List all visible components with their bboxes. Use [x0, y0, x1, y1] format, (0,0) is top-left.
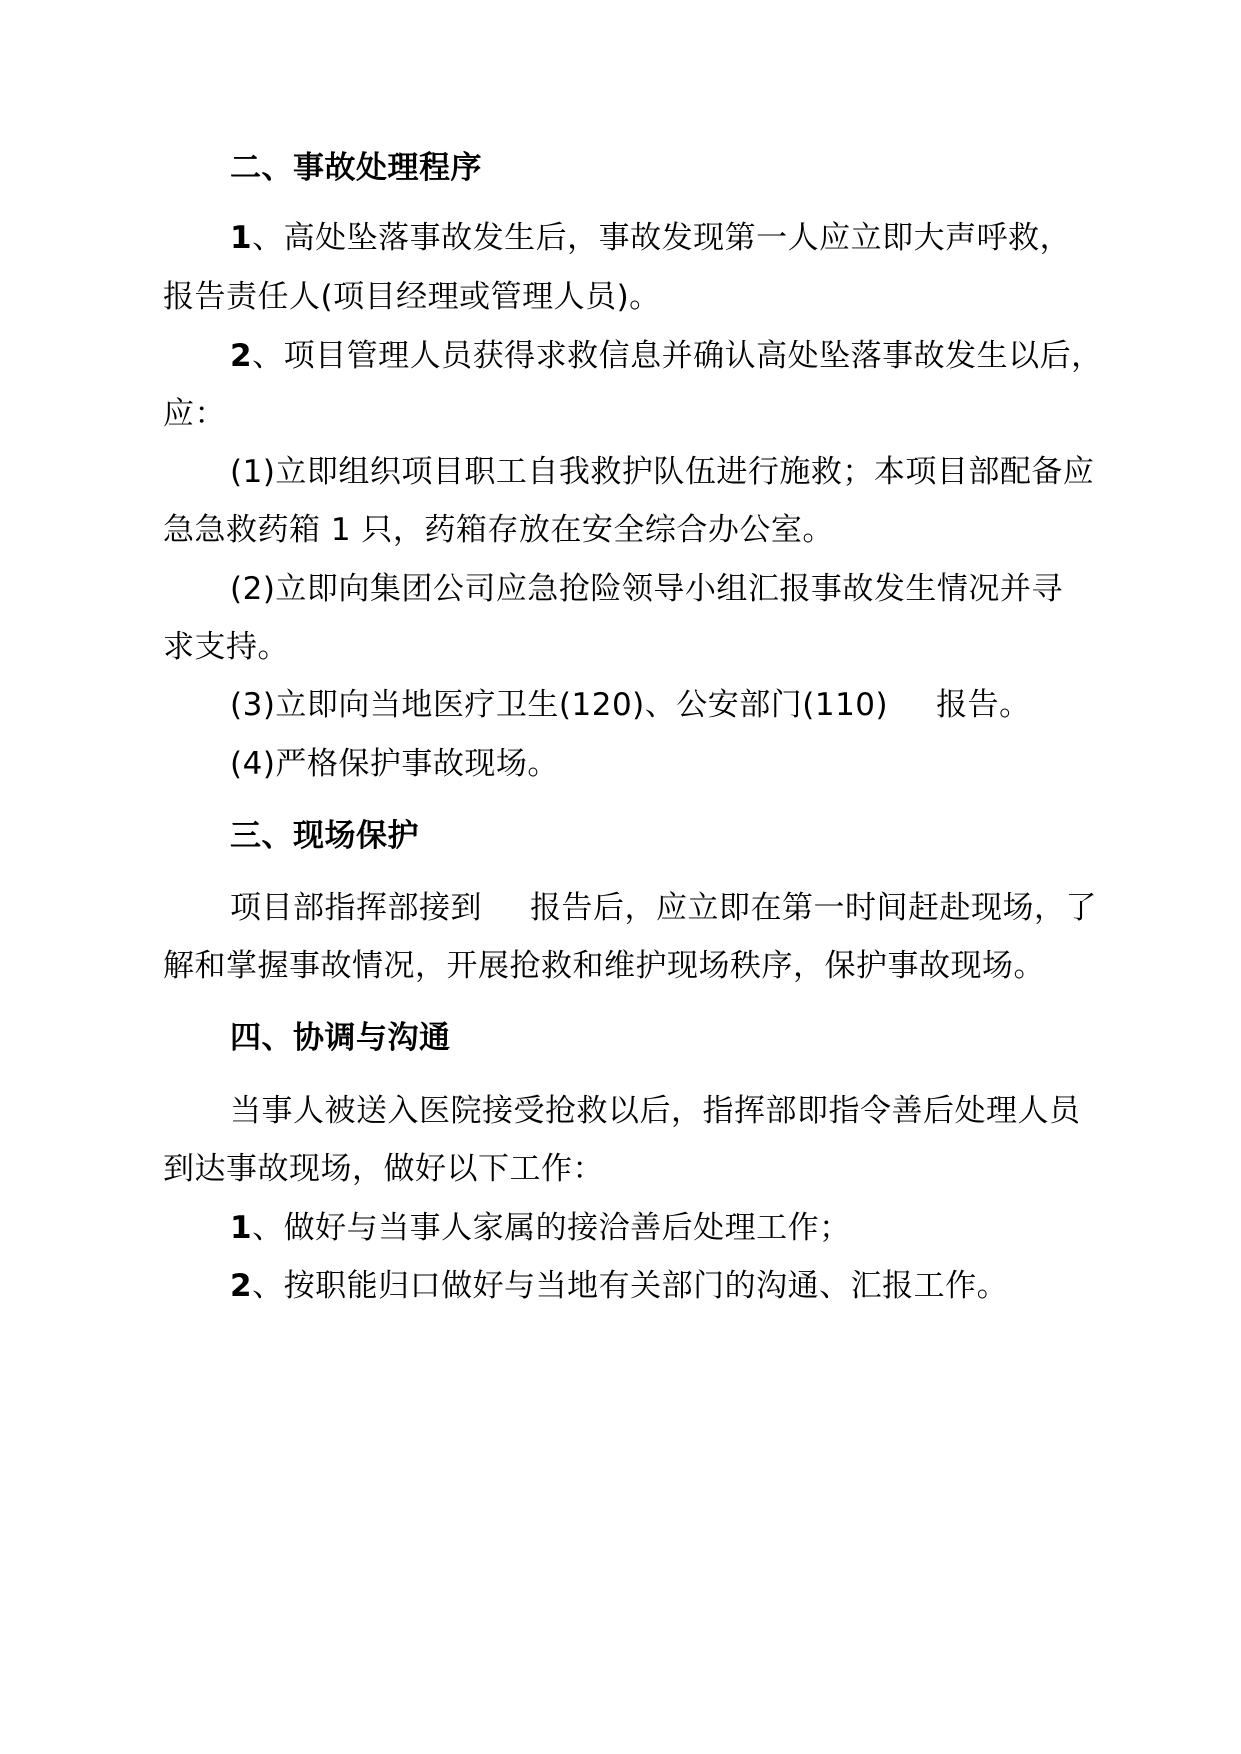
item-3-text-b: 报告。 [936, 687, 1031, 723]
item-2-line-2: 求支持。 [163, 629, 289, 665]
item-text: 、按职能归口做好与当地有关部门的沟通、汇报工作。 [252, 1268, 1009, 1304]
item-3 [230, 685, 1031, 725]
paragraph-1-line-1 [230, 218, 1071, 258]
paragraph-2-line-1 [230, 336, 1103, 376]
item-3-text-a: (3)立即向当地医疗卫生(120)、公安部门(110) [230, 687, 889, 723]
coordination-line-1: 当事人被送入医院接受抢救以后，指挥部即指令善后处理人员 [230, 1093, 1081, 1129]
paragraph-text: 、高处坠落事故发生后，事故发现第一人应立即大声呼救， [252, 220, 1072, 256]
paragraph-2-line-2: 应： [163, 396, 226, 432]
paragraph-number: 1 [230, 220, 253, 256]
coordination-item-2 [230, 1266, 1008, 1306]
item-1-line-1: (1)立即组织项目职工自我救护队伍进行施救；本项目部配备应 [230, 454, 1095, 490]
item-2-line-1: (2)立即向集团公司应急抢险领导小组汇报事故发生情况并寻 [230, 571, 1063, 607]
paragraph-number: 2 [230, 338, 253, 374]
paragraph-text: 、项目管理人员获得求救信息并确认高处坠落事故发生以后， [252, 338, 1103, 374]
section-heading-accident-procedure: 二、事故处理程序 [230, 150, 482, 186]
site-protection-text-b: 报告后，应立即在第一时间赶赴现场，了 [530, 890, 1097, 926]
item-1-line-2: 急急救药箱 1 只，药箱存放在安全综合办公室。 [163, 512, 834, 548]
coordination-line-2: 到达事故现场，做好以下工作： [163, 1151, 604, 1187]
site-protection-line-1 [230, 888, 1097, 928]
item-number: 2 [230, 1268, 253, 1304]
site-protection-text-a: 项目部指挥部接到 [230, 890, 482, 926]
coordination-item-1 [230, 1208, 851, 1248]
item-number: 1 [230, 1210, 253, 1246]
paragraph-1-line-2: 报告责任人(项目经理或管理人员)。 [163, 279, 661, 315]
section-heading-site-protection: 三、现场保护 [230, 818, 419, 854]
item-4: (4)严格保护事故现场。 [230, 746, 559, 782]
item-text: 、做好与当事人家属的接洽善后处理工作； [252, 1210, 851, 1246]
site-protection-line-2: 解和掌握事故情况，开展抢救和维护现场秩序，保护事故现场。 [163, 948, 1045, 984]
section-heading-coordination: 四、协调与沟通 [230, 1020, 451, 1056]
